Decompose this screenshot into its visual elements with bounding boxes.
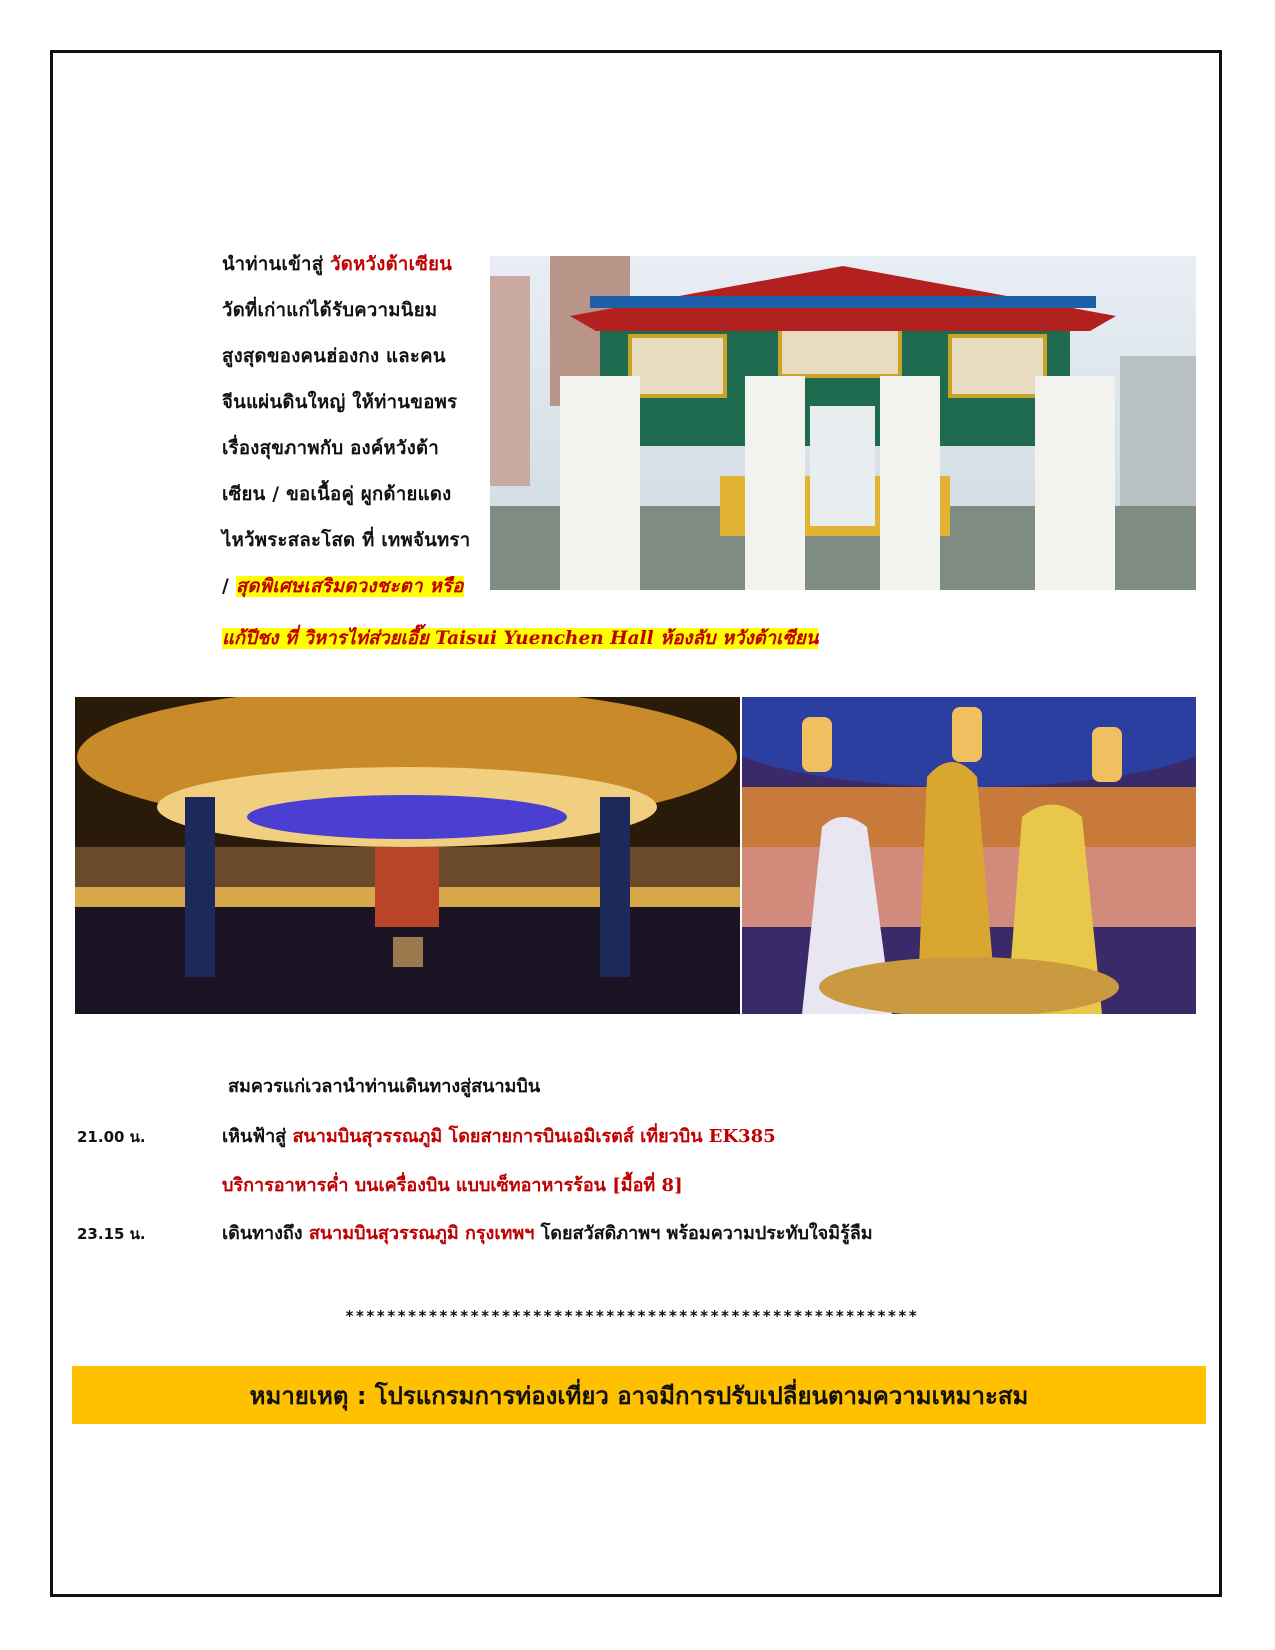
intro-paragraph <box>222 242 480 610</box>
intro-line: / สุดพิเศษเสริมดวงชะตา หรือ <box>222 576 464 597</box>
schedule-prep: สมควรแก่เวลานำท่านเดินทางสู่สนามบิน <box>228 1076 541 1097</box>
intro-line: วัดที่เก่าแก่ได้รับความนิยม <box>222 300 438 321</box>
temple-gate-photo <box>490 256 1196 590</box>
schedule-meal: บริการอาหารค่ำ บนเครื่องบิน แบบเซ็ทอาหารร้อน [มื้อที่ 8] <box>222 1175 683 1196</box>
intro-line: ไหว้พระสละโสด ที่ เทพจันทรา <box>222 530 471 551</box>
temple-name: วัดหวังต้าเซียน <box>330 254 453 275</box>
note-banner <box>72 1366 1206 1424</box>
schedule-item: เหินฟ้าสู่ สนามบินสุวรรณภูมิ โดยสายการบินเอมิเรตส์ เที่ยวบิน EK385 <box>222 1126 776 1147</box>
intro-line: จีนแผ่นดินใหญ่ ให้ท่านขอพร <box>222 392 458 413</box>
hall-interior-photo <box>75 697 740 1014</box>
schedule-time: 23.15 น. <box>77 1225 146 1243</box>
highlight-text: แก้ปีชง ที่ วิหารไท่ส่วยเอี๊ย Taisui Yuenchen Hall ห้องลับ หวังต้าเซียน <box>222 628 819 649</box>
schedule-time: 21.00 น. <box>77 1128 146 1146</box>
note-text: หมายเหตุ : โปรแกรมการท่องเที่ยว อาจมีการปรับเปลี่ยนตามความเหมาะสม <box>249 1381 1029 1410</box>
divider-stars: ******************************************************* <box>345 1307 919 1325</box>
highlight-line <box>222 624 818 654</box>
intro-line: เรื่องสุขภาพกับ องค์หวังต้า <box>222 438 440 459</box>
intro-line: เซียน / ขอเนื้อคู่ ผูกด้ายแดง <box>222 484 452 505</box>
intro-line: นำท่านเข้าสู่ วัดหวังต้าเซียน <box>222 254 453 275</box>
deity-statues-photo <box>742 697 1196 1014</box>
schedule-item: เดินทางถึง สนามบินสุวรรณภูมิ กรุงเทพฯ โดยสวัสดิภาพฯ พร้อมความประทับใจมิรู้ลืม <box>222 1223 873 1244</box>
highlight-text: สุดพิเศษเสริมดวงชะตา หรือ <box>235 576 464 597</box>
intro-line: สูงสุดของคนฮ่องกง และคน <box>222 346 446 367</box>
